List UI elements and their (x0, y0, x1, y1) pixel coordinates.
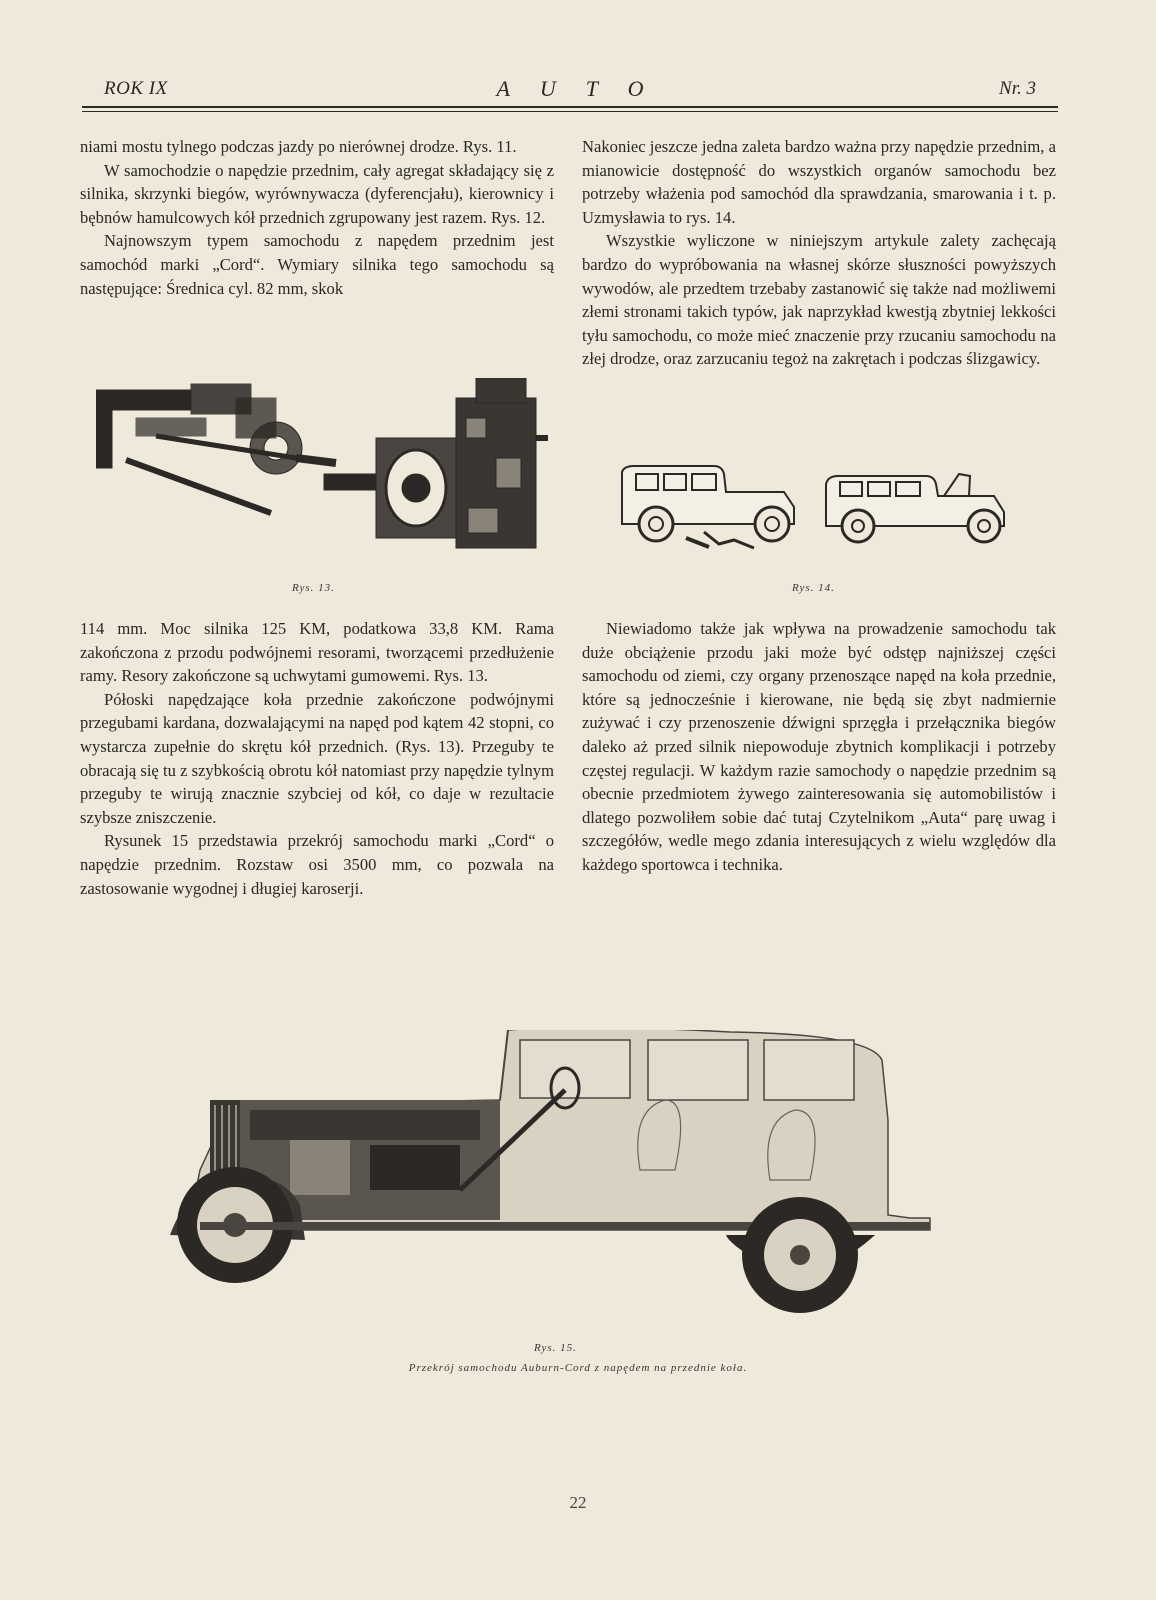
page-number: 22 (569, 1493, 587, 1512)
column-left-bottom (80, 617, 554, 900)
paragraph: Półoski napędzające koła przednie zakończone podwójnymi przegubami kardana, dozwalającymi na napęd pod kątem 42 stopni, co wystarcza zupełnie do skrętu kół przednich. (Rys. 13). Przeguby te obracają się tu z szybkością obrotu kół natomiast przy napędzie tylnym przeguby te wirują znacznie szybciej od kół, co daje w rezultacie szybsze zniszczenie. (80, 689, 554, 827)
volume-label: ROK IX (104, 78, 168, 99)
paragraph: Wszystkie wyliczone w niniejszym artykule zalety zachęcają bardzo do wypróbowania na własnej skórze słuszności powyższych wywodów, ale przedtem trzebaby zastanowić się także nad możliwemi złemi stronami takich typów, jak naprzykład kwestją zbytniej lekkości tyłu samochodu, co może mieć znaczenie przy rzucaniu samochodu na złej drodze, oraz zarzucaniu tegoż na zakrętach i podczas ślizgawicy. (582, 231, 1056, 369)
column-right-bottom (582, 617, 1056, 877)
issue-number: Nr. 3 (999, 78, 1036, 99)
header-rule-thin (82, 111, 1058, 112)
figure-15-car-cutaway (170, 1030, 950, 1330)
column-right-top (582, 135, 1056, 371)
cutaway-illustration (170, 1030, 950, 1330)
paragraph: Najnowszym typem samochodu z napędem przednim jest samochód marki „Cord“. Wymiary silnika tego samochodu są następujące: Średnica cyl. 82 mm, skok (80, 231, 554, 298)
figure-15-subcaption: Przekrój samochodu Auburn-Cord z napędem na przednie koła. (408, 1362, 748, 1374)
magazine-title: AUTO (496, 76, 674, 101)
paragraph: Nakoniec jeszcze jedna zaleta bardzo ważna przy napędzie przednim, a mianowicie dostępność do wszystkich organów samochodu bez potrzeby włażenia pod samochód dla sprawdzania, smarowania i t. p. Uzmysławia to rys. 14. (582, 137, 1056, 227)
figure-13-caption: Rys. 13. (292, 582, 335, 594)
header-rule (82, 106, 1058, 108)
paragraph: Rysunek 15 przedstawia przekrój samochodu marki „Cord“ o napędzie przednim. Rozstaw osi 3500 mm, co pozwala na zastosowanie wygodnej i długiej karoserji. (80, 831, 554, 898)
figure-13-front-axle (96, 378, 548, 568)
front-axle-illustration (96, 378, 548, 568)
running-header (82, 78, 1058, 108)
cars-illustration (614, 462, 1026, 562)
figure-14-two-cars (614, 462, 1026, 562)
column-left-top (80, 135, 554, 300)
figure-14-caption: Rys. 14. (792, 582, 835, 594)
paragraph: niami mostu tylnego podczas jazdy po nierównej drodze. Rys. 11. (80, 137, 517, 156)
paragraph: Niewiadomo także jak wpływa na prowadzenie samochodu tak duże obciążenie przodu jaki może być odstęp najniższej części samochodu od ziemi, czy organy przenoszące napęd na koła przednie, które są jednocześnie i kierowane, nie będą się zbyt nadmiernie zużywać i czy przenoszenie dźwigni sprzęgła i przełącznika biegów daleko aż przed silnik niepowoduje zbytnich komplikacji i potrzeby częstej regulacji. W każdym razie samochody o napędzie przednim są obecnie przedmiotem żywego zainteresowania się automobilistów i dlatego pozwoliłem sobie dać tutaj Czytelnikom „Auta“ parę uwag i szczegółów, wedle mego zdania interesujących z wielu względów dla każdego sportowca i technika. (582, 619, 1056, 874)
paragraph: 114 mm. Moc silnika 125 KM, podatkowa 33,8 KM. Rama zakończona z przodu podwójnemi resorami, tworzącemi przedłużenie ramy. Resory zakończone są uchwytami gumowemi. Rys. 13. (80, 619, 554, 686)
paragraph: W samochodzie o napędzie przednim, cały agregat składający się z silnika, skrzynki biegów, wyrównywacza (dyferencjału), kierownicy i bębnów hamulcowych kół przednich zgrupowany jest razem. Rys. 12. (80, 160, 554, 227)
figure-15-caption: Rys. 15. (534, 1342, 577, 1354)
